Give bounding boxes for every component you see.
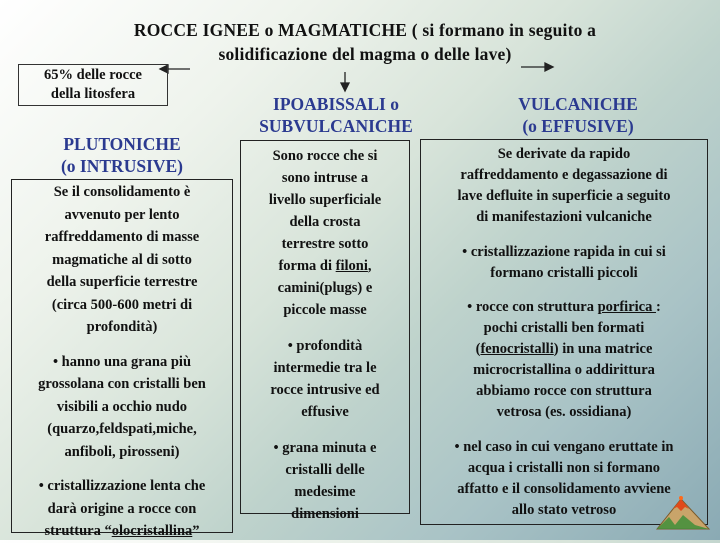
text-line: magmatiche al di sotto: [52, 251, 192, 268]
ipoabissali-para-3: [241, 437, 409, 525]
lithosphere-note: [18, 64, 168, 106]
underlined-term: olocristallina: [111, 523, 193, 539]
text-line: darà origine a rocce con: [47, 500, 197, 517]
arrow-center-head: [341, 83, 349, 91]
text-line: terrestre sotto: [281, 236, 369, 252]
lithosphere-line-1: 65% delle rocce: [44, 67, 142, 83]
plutoniche-para-3: [12, 475, 232, 543]
vulcaniche-para-3: [421, 297, 707, 423]
text-line: acqua i cristalli non si formano: [467, 460, 661, 476]
text-line: raffreddamento di masse: [44, 229, 200, 245]
plutoniche-heading-line-1: PLUTONICHE: [63, 134, 181, 154]
text-line: anfiboli, pirosseni): [64, 443, 180, 460]
text-line: camini(plugs) e: [277, 280, 373, 296]
title-line-1: ROCCE IGNEE o MAGMATICHE ( si formano in seguito a: [133, 20, 597, 40]
underlined-term: porfirica: [597, 299, 656, 315]
underlined-term: filoni: [335, 258, 368, 274]
text-line: effusive: [301, 404, 349, 420]
text-line: vetrosa (es. ossidiana): [496, 404, 632, 420]
text-line: abbiamo rocce con struttura: [476, 383, 652, 399]
text-line: livello superficiale: [268, 192, 382, 208]
text-line: dimensioni: [291, 506, 359, 522]
lithosphere-line-2: della litosfera: [50, 86, 136, 102]
text-line: medesime: [294, 484, 356, 500]
text-fragment: ,: [367, 258, 372, 274]
text-line: • profondità: [287, 338, 363, 354]
text-line: lave defluite in superficie a seguito: [457, 188, 671, 204]
text-fragment: ”: [192, 523, 200, 539]
text-line: (circa 500-600 metri di: [51, 296, 193, 313]
text-line: • cristallizzazione lenta che: [38, 478, 206, 494]
text-line: di manifestazioni vulcaniche: [476, 209, 652, 225]
text-line: pochi cristalli ben formati: [483, 320, 645, 336]
ipoabissali-box: [240, 140, 410, 522]
text-line: raffreddamento e degassazione di: [460, 167, 668, 183]
text-line: [12, 520, 232, 543]
text-line: della superficie terrestre: [46, 274, 198, 290]
vulcaniche-para-2: [421, 242, 707, 284]
vulcaniche-heading-line-2: (o EFFUSIVE): [522, 116, 634, 136]
text-line: [421, 339, 707, 360]
plutoniche-para-1: [12, 180, 232, 339]
text-line: Se il consolidamento è: [53, 184, 191, 200]
text-line: rocce intrusive ed: [270, 382, 380, 398]
plutoniche-heading: [22, 133, 222, 177]
mountain-icon: [655, 495, 711, 531]
text-line: [421, 297, 707, 318]
vulcaniche-heading: [478, 93, 678, 137]
text-line: sono intruse a: [281, 170, 369, 186]
text-line: formano cristalli piccoli: [490, 265, 638, 281]
text-fragment: (: [475, 341, 481, 357]
underlined-term: fenocristalli: [480, 341, 554, 357]
text-fragment: ) in una matrice: [553, 341, 653, 357]
text-line: • hanno una grana più: [52, 353, 192, 370]
vulcaniche-box: [420, 139, 708, 525]
vulcaniche-para-1: [421, 140, 707, 228]
ipoabissali-para-2: [241, 335, 409, 423]
text-line: cristalli delle: [285, 462, 365, 478]
text-fragment: forma di: [278, 258, 336, 274]
text-fragment: struttura “: [44, 523, 112, 539]
text-line: intermedie tra le: [273, 360, 377, 376]
text-line: avvenuto per lento: [64, 206, 180, 223]
text-line: della crosta: [289, 214, 361, 230]
text-line: affatto e il consolidamento avviene: [457, 481, 671, 497]
ipoabissali-heading-line-1: IPOABISSALI o: [273, 94, 399, 114]
text-line: visibili a occhio nudo: [56, 398, 188, 415]
text-line: Se derivate da rapido: [497, 146, 631, 162]
text-line: profondità): [86, 319, 158, 335]
plutoniche-heading-line-2: (o INTRUSIVE): [60, 156, 184, 176]
ipoabissali-heading: [236, 93, 436, 137]
ipoabissali-heading-line-2: SUBVULCANICHE: [259, 116, 413, 136]
text-line: microcristallina o addirittura: [473, 362, 655, 378]
page-title: [60, 18, 670, 66]
plutoniche-box: [11, 179, 233, 539]
ipoabissali-para-1: [241, 141, 409, 321]
text-line: (quarzo,feldspati,miche,: [47, 421, 197, 437]
title-line-2: solidificazione del magma o delle lave): [218, 44, 512, 64]
text-fragment: • rocce con struttura: [467, 299, 598, 315]
text-fragment: :: [655, 299, 661, 315]
text-line: • nel caso in cui vengano eruttate in: [454, 439, 674, 455]
text-line: Sono rocce che si: [272, 148, 378, 164]
vulcaniche-heading-line-1: VULCANICHE: [518, 94, 638, 114]
text-line: allo stato vetroso: [511, 502, 617, 518]
text-line: [241, 255, 409, 277]
plutoniche-para-2: [12, 351, 232, 464]
text-line: • grana minuta e: [273, 440, 377, 456]
text-line: • cristallizzazione rapida in cui si: [462, 244, 666, 260]
text-line: piccole masse: [283, 302, 367, 318]
text-line: grossolana con cristalli ben: [38, 376, 206, 392]
